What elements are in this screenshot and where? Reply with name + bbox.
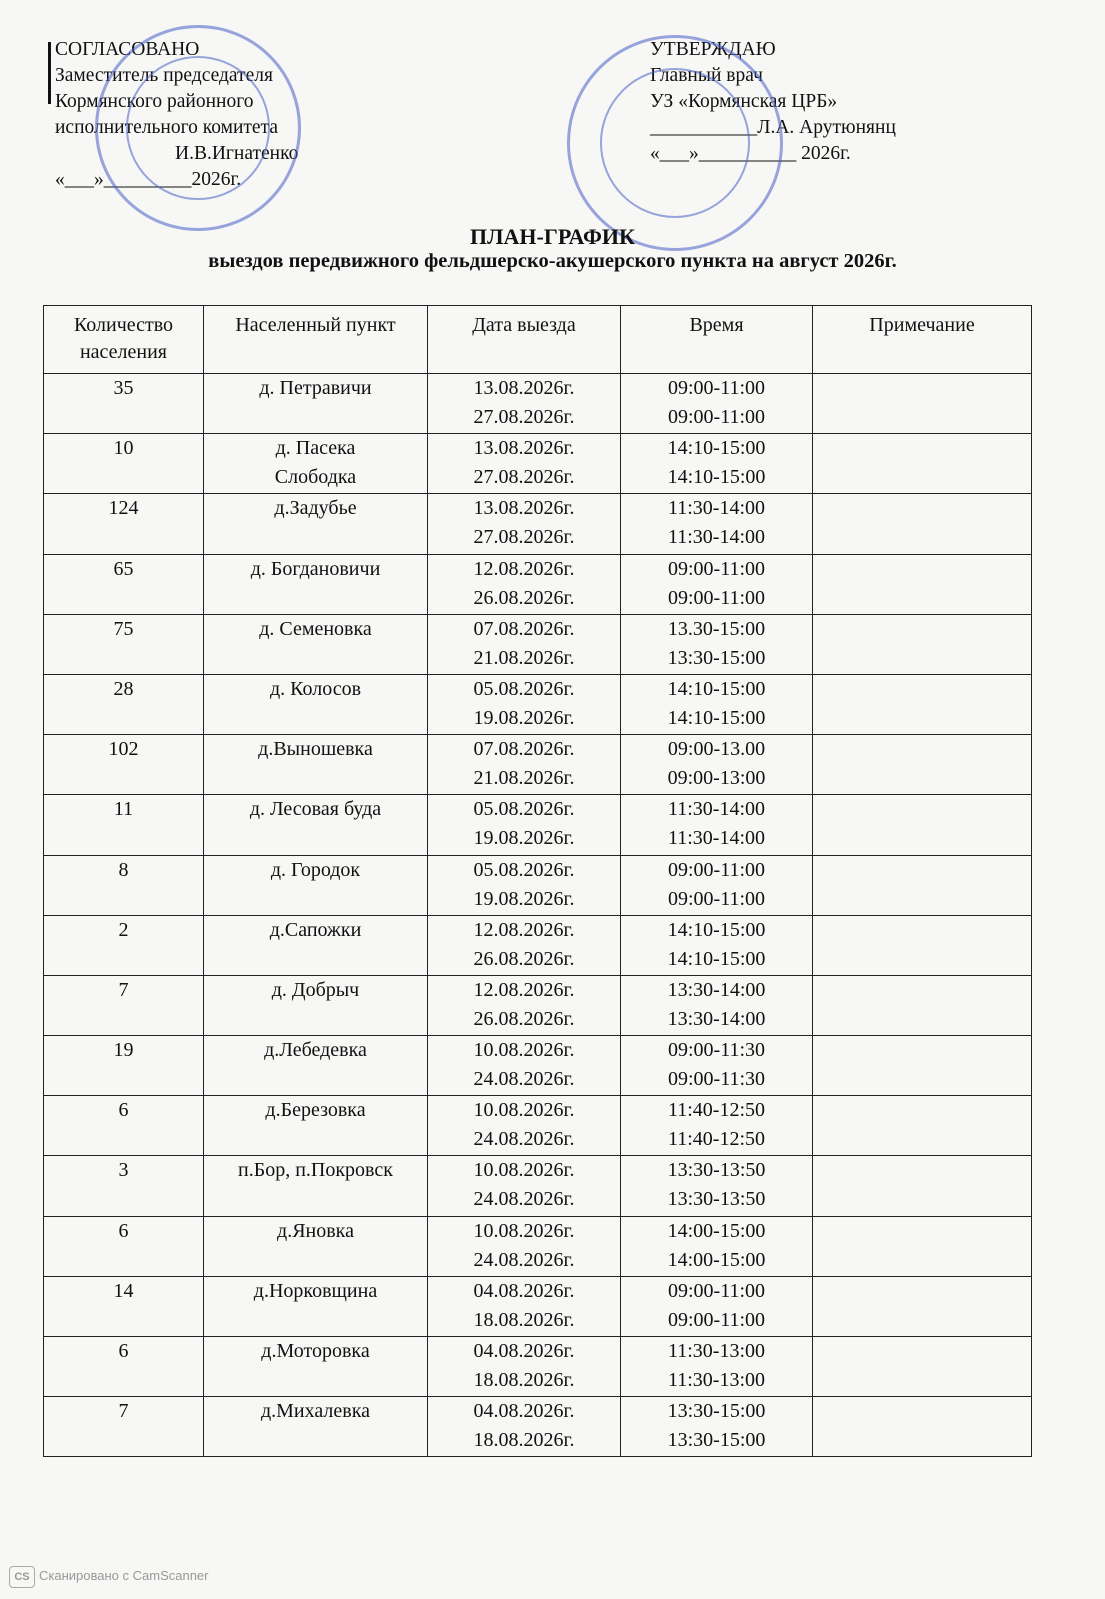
cell-population (44, 374, 204, 434)
cell-date-text: 05.08.2026г. (473, 677, 575, 700)
cell-time (621, 554, 813, 614)
cell-date (428, 1397, 621, 1457)
cell-date-text: 12.08.2026г. (473, 557, 575, 580)
cell-date (428, 915, 621, 975)
cell-population (44, 735, 204, 795)
cell-place (204, 1397, 428, 1457)
cell-place-text: д.Задубье (274, 497, 357, 520)
cell-time (621, 434, 813, 494)
cell-time-text: 09:00-11:00 (667, 1279, 766, 1302)
official-stamp-left (95, 25, 301, 231)
cell-population-text: 6 (118, 1219, 129, 1242)
header-time: Время (621, 306, 813, 374)
cell-time-text: 14:00-15:00 (667, 1248, 766, 1271)
table-row (44, 494, 1032, 554)
cell-population (44, 614, 204, 674)
document-title: ПЛАН-ГРАФИК (470, 224, 635, 249)
cell-population (44, 1156, 204, 1216)
cell-date-text: 18.08.2026г. (473, 1308, 575, 1331)
document-subtitle: выездов передвижного фельдшерско-акушерского пункта на август 2026г. (208, 250, 897, 272)
cell-date-text: 19.08.2026г. (473, 887, 575, 910)
cell-time-text: 14:10-15:00 (667, 918, 766, 941)
cell-place (204, 1216, 428, 1276)
cell-date-text: 19.08.2026г. (473, 827, 575, 850)
cell-time (621, 1397, 813, 1457)
cell-place (204, 434, 428, 494)
cell-place-text: д. Городок (270, 858, 361, 881)
cell-time-text: 11:30-14:00 (667, 827, 766, 850)
cell-note (813, 674, 1032, 734)
cell-date-text: 07.08.2026г. (473, 738, 575, 761)
cell-population (44, 434, 204, 494)
cell-place (204, 735, 428, 795)
cell-place-text: д.Моторовка (261, 1340, 370, 1362)
cell-time (621, 1036, 813, 1096)
cell-place-text: д.Березовка (265, 1099, 366, 1122)
cell-date (428, 1276, 621, 1336)
cell-time (621, 975, 813, 1035)
approval-signatory: ___________Л.А. Арутюнянц (650, 117, 896, 138)
cell-place-text: п.Бор, п.Покровск (238, 1159, 393, 1182)
cell-place-text: д. Колосов (269, 677, 362, 700)
cell-date-text: 27.08.2026г. (473, 406, 575, 428)
cell-date-text: 04.08.2026г. (473, 1340, 575, 1362)
cell-population (44, 975, 204, 1035)
cell-time-text: 11:40-12:50 (667, 1099, 766, 1122)
cell-place-text: д.Яновка (277, 1219, 354, 1242)
header-date: Дата выезда (428, 306, 621, 374)
cell-population-text: 102 (108, 738, 139, 761)
cell-place (204, 674, 428, 734)
cell-time-text: 09:00-13:00 (667, 767, 766, 790)
cell-note (813, 1337, 1032, 1397)
table-row (44, 975, 1032, 1035)
cell-place (204, 374, 428, 434)
cell-date-text: 04.08.2026г. (473, 1400, 575, 1423)
table-row (44, 554, 1032, 614)
cell-date (428, 554, 621, 614)
cell-date-text: 10.08.2026г. (473, 1099, 575, 1122)
cell-time-text: 09:00-13.00 (667, 738, 766, 761)
cell-population-text: 28 (113, 677, 134, 700)
table-row (44, 1096, 1032, 1156)
official-stamp-right (567, 35, 783, 251)
cell-time-text: 09:00-11:30 (667, 1039, 766, 1062)
cell-date (428, 855, 621, 915)
table-row (44, 855, 1032, 915)
margin-bar (48, 42, 51, 104)
cell-time (621, 1156, 813, 1216)
cell-time (621, 1216, 813, 1276)
cell-place-text: д. Добрыч (271, 978, 360, 1001)
cell-date (428, 1216, 621, 1276)
cell-time-text: 09:00-11:00 (667, 557, 766, 580)
approval-line: Заместитель председателя (55, 65, 273, 86)
cell-time-text: 13:30-14:00 (667, 978, 766, 1001)
cell-place-text: д. Семеновка (259, 617, 372, 640)
cell-population (44, 494, 204, 554)
cell-date (428, 434, 621, 494)
cell-time-text: 13:30-15:00 (667, 1429, 766, 1452)
cell-population (44, 554, 204, 614)
cell-population (44, 915, 204, 975)
cell-population (44, 795, 204, 855)
table-row (44, 434, 1032, 494)
cell-time-text: 09:00-11:00 (667, 858, 766, 881)
cell-time (621, 795, 813, 855)
cell-time-text: 13:30-13:50 (667, 1159, 766, 1182)
cell-time-text: 11:30-14:00 (667, 497, 766, 520)
cell-population-text: 6 (118, 1099, 129, 1122)
cell-time-text: 11:30-13:00 (667, 1340, 766, 1362)
cell-place-text: д. Богдановичи (250, 557, 381, 580)
cell-time-text: 13:30-15:00 (667, 1400, 766, 1423)
cell-date (428, 1096, 621, 1156)
cell-place-text: д.Михалевка (260, 1400, 371, 1423)
cell-date-text: 26.08.2026г. (473, 586, 575, 609)
approval-line: исполнительного комитета (55, 117, 278, 138)
cell-place-text: д.Норковщина (253, 1279, 378, 1302)
cell-date (428, 374, 621, 434)
cell-place (204, 795, 428, 855)
cell-date-text: 24.08.2026г. (473, 1248, 575, 1271)
cell-note (813, 1276, 1032, 1336)
cell-note (813, 494, 1032, 554)
cell-date-text: 24.08.2026г. (473, 1188, 575, 1211)
cell-population (44, 1337, 204, 1397)
cell-time-text: 13:30-13:50 (667, 1188, 766, 1211)
cell-population (44, 1096, 204, 1156)
header-note: Примечание (813, 306, 1032, 374)
cell-time (621, 735, 813, 795)
cell-time-text: 09:00-11:00 (667, 377, 766, 399)
cell-time-text: 14:00-15:00 (667, 1219, 766, 1242)
cell-time (621, 855, 813, 915)
cell-time-text: 13:30-15:00 (667, 646, 766, 669)
cell-population (44, 674, 204, 734)
cell-time-text: 13.30-15:00 (667, 617, 766, 640)
cell-time (621, 915, 813, 975)
cell-note (813, 795, 1032, 855)
cell-population-text: 3 (118, 1159, 129, 1182)
cell-date (428, 735, 621, 795)
cell-date-text: 24.08.2026г. (473, 1068, 575, 1091)
cell-date-text: 10.08.2026г. (473, 1219, 575, 1242)
cell-time (621, 1096, 813, 1156)
cell-time (621, 614, 813, 674)
cell-place (204, 855, 428, 915)
cell-population-text: 6 (118, 1340, 129, 1362)
cell-population-text: 65 (113, 557, 134, 580)
cell-date-text: 10.08.2026г. (473, 1159, 575, 1182)
cell-date (428, 1156, 621, 1216)
cell-date-text: 27.08.2026г. (473, 526, 575, 549)
cell-date (428, 614, 621, 674)
cell-place (204, 1096, 428, 1156)
cell-place (204, 1036, 428, 1096)
cell-date-text: 21.08.2026г. (473, 767, 575, 790)
table-row (44, 614, 1032, 674)
approval-line: Главный врач (650, 65, 763, 86)
approval-date: «___»__________ 2026г. (650, 143, 851, 164)
cell-population-text: 7 (118, 1400, 129, 1423)
cell-place (204, 1337, 428, 1397)
cell-place-text: д. Лесовая буда (249, 798, 382, 821)
cell-place-text: Слободка (274, 466, 357, 489)
cell-date-text: 18.08.2026г. (473, 1429, 575, 1452)
cell-place (204, 614, 428, 674)
cell-date (428, 1036, 621, 1096)
cell-time-text: 14:10-15:00 (667, 437, 766, 460)
cell-date-text: 24.08.2026г. (473, 1128, 575, 1151)
cell-date-text: 26.08.2026г. (473, 1007, 575, 1030)
cell-place-text: д.Лебедевка (264, 1039, 367, 1062)
cell-date (428, 795, 621, 855)
cell-date-text: 05.08.2026г. (473, 858, 575, 881)
cell-date-text: 27.08.2026г. (473, 466, 575, 489)
cell-note (813, 1156, 1032, 1216)
cell-population-text: 7 (118, 978, 129, 1001)
cell-date (428, 674, 621, 734)
table-row (44, 674, 1032, 734)
cell-population-text: 75 (113, 617, 134, 640)
table-row (44, 1337, 1032, 1397)
cell-population (44, 1276, 204, 1336)
cell-note (813, 915, 1032, 975)
cell-date-text: 05.08.2026г. (473, 798, 575, 821)
cell-date-text: 18.08.2026г. (473, 1369, 575, 1391)
table-row (44, 1276, 1032, 1336)
table-row (44, 1216, 1032, 1276)
cell-population-text: 10 (113, 437, 134, 460)
cell-time-text: 14:10-15:00 (667, 706, 766, 729)
cell-date (428, 975, 621, 1035)
cell-time-text: 14:10-15:00 (667, 947, 766, 970)
cell-note (813, 434, 1032, 494)
cell-population-text: 11 (113, 798, 134, 821)
cell-date-text: 12.08.2026г. (473, 978, 575, 1001)
cell-time-text: 09:00-11:00 (667, 887, 766, 910)
cell-population-text: 35 (113, 377, 134, 399)
cell-time-text: 11:30-14:00 (667, 798, 766, 821)
approval-line: Кормянского районного (55, 91, 254, 112)
table-header-row (44, 306, 1032, 374)
cell-date-text: 19.08.2026г. (473, 706, 575, 729)
table-row (44, 915, 1032, 975)
scanner-footer (9, 1566, 208, 1588)
cell-date-text: 13.08.2026г. (473, 377, 575, 399)
cell-note (813, 855, 1032, 915)
cell-place (204, 975, 428, 1035)
cell-date-text: 04.08.2026г. (473, 1279, 575, 1302)
cell-date (428, 494, 621, 554)
cell-time-text: 14:10-15:00 (667, 466, 766, 489)
cell-time (621, 674, 813, 734)
cell-date-text: 13.08.2026г. (473, 497, 575, 520)
approval-title: УТВЕРЖДАЮ (650, 39, 776, 60)
cell-note (813, 735, 1032, 795)
cell-note (813, 975, 1032, 1035)
cell-date-text: 12.08.2026г. (473, 918, 575, 941)
camscanner-logo-icon: CS (9, 1566, 35, 1588)
cell-time-text: 11:30-13:00 (667, 1369, 766, 1391)
cell-date-text: 07.08.2026г. (473, 617, 575, 640)
cell-place (204, 915, 428, 975)
cell-time-text: 14:10-15:00 (667, 677, 766, 700)
cell-place (204, 1276, 428, 1336)
cell-place-text: д.Выношевка (258, 738, 373, 761)
cell-place-text: д. Пасека (275, 437, 356, 460)
cell-population-text: 2 (118, 918, 129, 941)
table-row (44, 795, 1032, 855)
table-row (44, 735, 1032, 795)
table-row (44, 1036, 1032, 1096)
approval-signatory: И.В.Игнатенко (175, 143, 299, 164)
cell-note (813, 554, 1032, 614)
cell-population (44, 1036, 204, 1096)
cell-place (204, 494, 428, 554)
cell-time-text: 09:00-11:00 (667, 406, 766, 428)
cell-date-text: 10.08.2026г. (473, 1039, 575, 1062)
cell-time-text: 11:30-14:00 (667, 526, 766, 549)
cell-time (621, 1337, 813, 1397)
cell-population (44, 1397, 204, 1457)
cell-population (44, 855, 204, 915)
cell-note (813, 1397, 1032, 1457)
cell-date-text: 13.08.2026г. (473, 437, 575, 460)
cell-place-text: д. Петравичи (259, 377, 372, 399)
cell-place (204, 554, 428, 614)
schedule-table (43, 305, 1032, 1457)
cell-note (813, 374, 1032, 434)
cell-note (813, 1036, 1032, 1096)
cell-time-text: 09:00-11:30 (667, 1068, 766, 1091)
header-place: Населенный пункт (204, 306, 428, 374)
cell-time-text: 13:30-14:00 (667, 1007, 766, 1030)
approval-date: «___»_________2026г. (55, 169, 242, 190)
cell-note (813, 1216, 1032, 1276)
cell-population (44, 1216, 204, 1276)
cell-place (204, 1156, 428, 1216)
cell-population-text: 14 (113, 1279, 134, 1302)
cell-population-text: 124 (108, 497, 139, 520)
cell-date-text: 21.08.2026г. (473, 646, 575, 669)
cell-note (813, 614, 1032, 674)
table-row (44, 374, 1032, 434)
cell-time (621, 1276, 813, 1336)
approval-title: СОГЛАСОВАНО (55, 39, 200, 60)
cell-note (813, 1096, 1032, 1156)
header-population: Количество населения (44, 306, 204, 374)
cell-time-text: 09:00-11:00 (667, 1308, 766, 1331)
cell-population-text: 19 (113, 1039, 134, 1062)
cell-time-text: 09:00-11:00 (667, 586, 766, 609)
scanner-text: Сканировано с CamScanner (39, 1568, 209, 1583)
cell-date-text: 26.08.2026г. (473, 947, 575, 970)
cell-place-text: д.Сапожки (269, 918, 362, 941)
approval-line: УЗ «Кормянская ЦРБ» (650, 91, 838, 112)
cell-date (428, 1337, 621, 1397)
table-row (44, 1397, 1032, 1457)
table-row (44, 1156, 1032, 1216)
cell-time-text: 11:40-12:50 (667, 1128, 766, 1151)
cell-population-text: 8 (118, 858, 129, 881)
cell-time (621, 374, 813, 434)
cell-time (621, 494, 813, 554)
